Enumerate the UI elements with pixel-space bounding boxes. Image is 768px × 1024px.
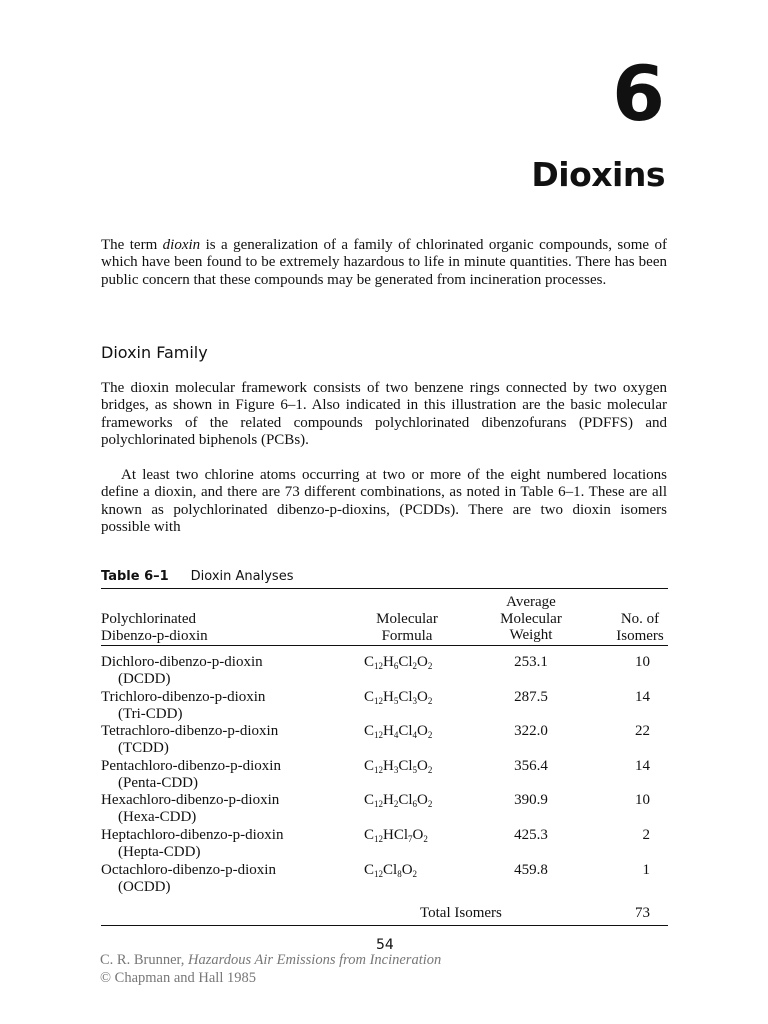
row-isomers: 22 bbox=[635, 723, 650, 740]
intro-text-after: is a generalization of a family of chlorinated organic compounds, some of which have been found to be extremely hazardous to life in minute quantities. There has been public concern that these compounds may be generated from incineration processes. bbox=[101, 237, 667, 288]
page-number: 54 bbox=[376, 937, 394, 953]
compound-name: Dichloro-dibenzo-p-dioxin bbox=[101, 654, 263, 670]
table-bottom-rule bbox=[101, 925, 668, 926]
header-weight-line1: Average bbox=[506, 594, 556, 610]
header-isomers-line1: No. of bbox=[620, 611, 660, 627]
footer-book-title: Hazardous Air Emissions from Incineration bbox=[188, 952, 442, 968]
table-label: Table 6–1 bbox=[101, 569, 169, 584]
table-title: Dioxin Analyses bbox=[190, 569, 294, 584]
header-compound bbox=[101, 611, 208, 644]
row-formula: $C_{12}HCl_7O_2$ bbox=[364, 827, 428, 844]
header-isomers-line2: Isomers bbox=[616, 627, 664, 644]
compound-abbreviation: (Penta-CDD) bbox=[118, 774, 198, 791]
table-top-rule bbox=[101, 588, 668, 589]
header-weight-line3: Weight bbox=[509, 627, 553, 644]
compound-abbreviation: (Tri-CDD) bbox=[118, 705, 183, 722]
intro-text-before: The term bbox=[101, 237, 163, 253]
row-formula: $C_{12}H_2Cl_6O_2$ bbox=[364, 792, 433, 810]
row-isomers: 2 bbox=[642, 827, 650, 843]
total-value: 73 bbox=[635, 905, 650, 921]
compound-name: Pentachloro-dibenzo-p-dioxin bbox=[101, 757, 281, 774]
chapter-number: 6 bbox=[612, 49, 665, 138]
table-caption bbox=[101, 569, 293, 584]
compound-name: Tetrachloro-dibenzo-p-dioxin bbox=[101, 723, 279, 740]
row-weight: 287.5 bbox=[514, 688, 548, 705]
row-isomers: 14 bbox=[635, 757, 650, 774]
row-compound-name bbox=[101, 654, 263, 688]
compound-abbreviation: (Hepta-CDD) bbox=[118, 844, 201, 860]
compound-abbreviation: (DCDD) bbox=[118, 671, 171, 687]
row-formula: $C_{12}Cl_8O_2$ bbox=[364, 861, 418, 879]
footer-author: C. R. Brunner, bbox=[100, 952, 189, 968]
row-formula: $C_{12}H_5Cl_3O_2$ bbox=[364, 688, 433, 706]
row-weight: 253.1 bbox=[514, 654, 548, 670]
compound-abbreviation: (OCDD) bbox=[118, 878, 171, 895]
row-weight: 459.8 bbox=[514, 861, 548, 878]
header-formula-line1: Molecular bbox=[376, 611, 438, 627]
row-isomers: 14 bbox=[635, 688, 650, 705]
total-label: Total Isomers bbox=[420, 905, 502, 921]
row-isomers: 1 bbox=[642, 861, 650, 878]
compound-name: Octachloro-dibenzo-p-dioxin bbox=[101, 861, 276, 878]
row-isomers: 10 bbox=[635, 654, 650, 670]
header-isomers bbox=[600, 611, 680, 644]
section-heading: Dioxin Family bbox=[101, 343, 208, 362]
footer-copyright: © Chapman and Hall 1985 bbox=[100, 970, 256, 986]
row-weight: 425.3 bbox=[514, 827, 548, 843]
compound-name: Hexachloro-dibenzo-p-dioxin bbox=[101, 792, 280, 809]
row-compound-name bbox=[101, 758, 281, 792]
section-paragraph-1: The dioxin molecular framework consists of two benzene rings connected by two oxygen bridges, as shown in Figure 6–1. Also indicated in this illustration are the basic molecular frameworks of the related compounds polychlorinated dibenzofurans (PDFFS) and polychlorinated biphenols (PCBs). bbox=[101, 380, 667, 449]
row-formula: $C_{12}H_6Cl_2O_2$ bbox=[364, 654, 433, 671]
compound-name: Trichloro-dibenzo-p-dioxin bbox=[101, 688, 266, 705]
compound-name: Heptachloro-dibenzo-p-dioxin bbox=[101, 827, 284, 843]
intro-term: dioxin bbox=[162, 237, 201, 253]
header-formula-line2: Formula bbox=[381, 627, 433, 644]
header-compound-line1: Polychlorinated bbox=[101, 611, 196, 627]
header-formula bbox=[357, 611, 457, 644]
row-formula: $C_{12}H_3Cl_5O_2$ bbox=[364, 757, 433, 775]
row-compound-name bbox=[101, 862, 276, 896]
chapter-title: Dioxins bbox=[531, 155, 665, 194]
compound-abbreviation: (Hexa-CDD) bbox=[118, 809, 197, 826]
row-compound-name bbox=[101, 827, 283, 861]
row-weight: 322.0 bbox=[514, 723, 548, 740]
footer-citation bbox=[100, 953, 441, 968]
row-formula: $C_{12}H_4Cl_4O_2$ bbox=[364, 723, 433, 741]
row-isomers: 10 bbox=[635, 792, 650, 809]
header-compound-line2: Dibenzo-p-dioxin bbox=[101, 627, 208, 644]
row-compound-name bbox=[101, 689, 265, 723]
header-weight-line2: Molecular bbox=[500, 610, 562, 627]
row-compound-name bbox=[101, 792, 279, 826]
compound-abbreviation: (TCDD) bbox=[118, 740, 169, 757]
row-weight: 390.9 bbox=[514, 792, 548, 809]
row-weight: 356.4 bbox=[514, 757, 548, 774]
intro-paragraph bbox=[101, 237, 667, 289]
header-weight bbox=[476, 594, 586, 644]
section-paragraph-2: At least two chlorine atoms occurring at two or more of the eight numbered locations define a dioxin, and there are 73 different combinations, as noted in Table 6–1. These are all known as polychlorinated dibenzo-p-dioxins, (PCDDs). There are two dioxin isomers possible with bbox=[101, 467, 667, 536]
row-compound-name bbox=[101, 723, 278, 757]
table-header-rule bbox=[101, 645, 668, 646]
